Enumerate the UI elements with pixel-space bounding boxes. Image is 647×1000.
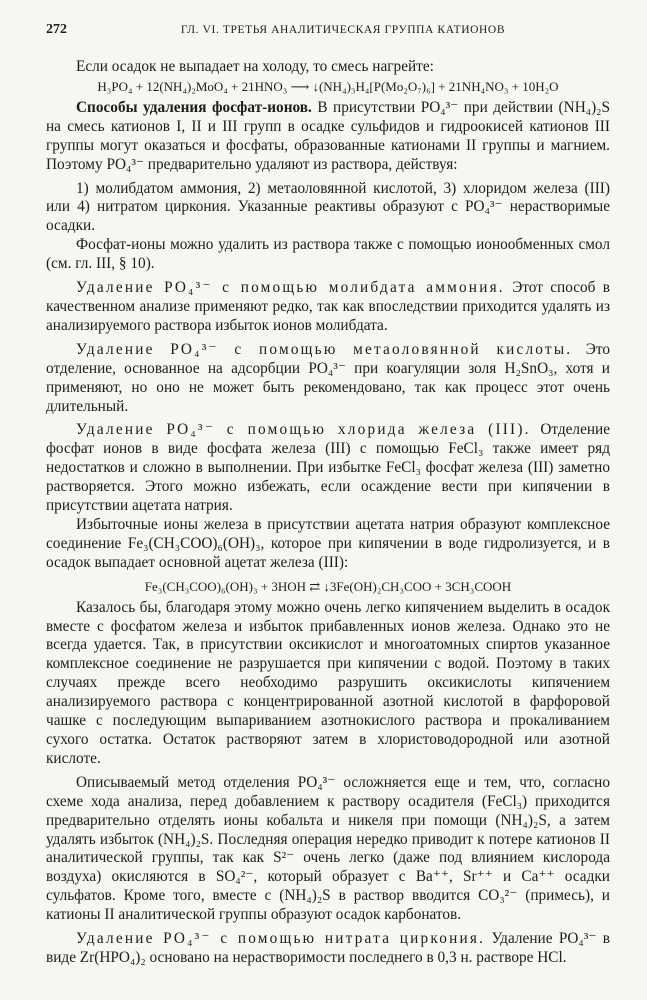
paragraph-excess-iron: Избыточные ионы железа в присутствии ацетата натрия образуют комплексное соединение Fe₃(CH₃COO)₆(OH)₃, которое при кипячении в воде гидролизуется, и в осадок выпадает основной ацетат железа (III):: [46, 515, 610, 571]
paragraph-complex: Казалось бы, благодаря этому можно очень легко кипячением выделить в осадок вместе с фосфатом железа и избыток прибавленных ионов железа. Однако это не всегда удается. Так, в присутствии оксикислот и многоатомных спиртов указанное комплексное соединение не разрушается при кипячении с водой. Поэтому в таких случаях прежде всего необходимо разрушить оксикислоты кипячением анализируемого раствора с концентрированной азотной кислотой в фарфоровой чашке с последующим выпариванием азотнокислого раствора и прокаливанием сухого остатка. Остаток растворяют затем в хлористоводородной или азотной кислоте.: [46, 598, 610, 767]
paragraph-described-method: Описываемый метод отделения PO₄³⁻ осложняется еще и тем, что, согласно схеме хода анализа, перед добавлением к раствору осадителя (FeCl₃) приходится предварительно отделять ионы кобальта и никеля при помощи (NH₄)₂S, а затем удалять избыток (NH₄)₂S. Последняя операция нередко приводит к потере катионов II аналитической группы, так как S²⁻ очень легко (даже под влиянием кислорода воздуха) окисляются в SO₄²⁻, который образует с Ba⁺⁺, Sr⁺⁺ и Ca⁺⁺ осадки сульфатов. Кроме того, вместе с (NH₄)₂S в раствор вводится CO₃²⁻ (примесь), и катионы II аналитической группы образуют осадок карбонатов.: [46, 773, 610, 924]
method-stannic-acid-title: Удаление PO₄³⁻ с помощью метаоловянной кислоты.: [76, 340, 573, 358]
equation-molybdate: H₃PO₄ + 12(NH₄)₂MoO₄ + 21HNO₃ ⟶ ↓(NH₄)₃H₄[P(Mo₂O₇)₆] + 21NH₄NO₃ + 10H₂O: [97, 78, 559, 94]
section-body: В присутствии PO₄³⁻ при действии (NH₄)₂S на смесь катионов I, II и III групп в осадке сульфидов и гидроокисей катионов III группы могут оказаться и фосфаты, образованные катионами II группы и магнием. Поэтому PO₄³⁻ предварительно удаляют из раствора, действуя:: [46, 98, 611, 173]
equation-hydrolysis: Fe₃(CH₃COO)₆(OH)₃ + 3HOH ⇄ ↓3Fe(OH)₂CH₃COO + 3CH₃COOH: [144, 578, 512, 594]
method-stannic-acid: [46, 341, 610, 417]
method-zirconium-title: Удаление PO₄³⁻ с помощью нитрата циркония.: [76, 930, 486, 948]
paragraph-methods: [46, 99, 610, 175]
method-ferric-chloride-title: Удаление PO₄³⁻ с помощью хлорида железа (III).: [76, 421, 531, 439]
page-header: [46, 22, 610, 42]
page-number: 272: [46, 22, 67, 37]
method-stannic-acid-body: Это отделение, основанное на адсорбции PO₄³⁻ при коагуляции золя H₂SnO₃, хотя и применяют, но оно не может быть рекомендовано, так как процесс этот очень длительный.: [46, 340, 610, 415]
method-ferric-chloride-body: Отделение фосфат ионов в виде фосфата железа (III) с помощью FeCl₃ также имеет ряд недостатков и сложно в выполнении. При избытке FeCl₃ фосфат железа (III) заметно растворяется. Этого можно избежать, если осаждение вести при кипячении в присутствии ацетата натрия.: [46, 421, 611, 515]
method-zirconium-body: Удаление PO₄³⁻ в виде Zr(HPO₄)₂ основано на нерастворимости последнего в 0,3 н. растворе HCl.: [46, 930, 610, 966]
page: [46, 22, 610, 968]
paragraph-ion-exchange: Фосфат-ионы можно удалить из раствора также с помощью ионообменных смол (см. гл. III, § 10).: [46, 236, 610, 273]
method-molybdate-title: Удаление PO₄³⁻ с помощью молибдата аммония.: [76, 279, 505, 297]
method-ferric-chloride: [46, 421, 610, 516]
paragraph-reagent-list: 1) молибдатом аммония, 2) метаоловянной кислотой, 3) хлоридом железа (III) или 4) нитратом циркония. Указанные реактивы образуют с PO₄³⁻ нерастворимые осадки.: [46, 179, 610, 235]
section-heading: Способы удаления фосфат-ионов.: [76, 98, 312, 116]
method-zirconium: [46, 930, 610, 968]
method-molybdate-body: Этот способ в качественном анализе применяют редко, так как впоследствии приходится удалять из анализируемого раствора избыток ионов молибдата.: [46, 279, 611, 334]
method-molybdate: [46, 279, 610, 336]
paragraph-heat: Если осадок не выпадает на холоду, то смесь нагрейте:: [76, 58, 434, 75]
running-title: ГЛ. VI. ТРЕТЬЯ АНАЛИТИЧЕСКАЯ ГРУППА КАТИОНОВ: [180, 24, 506, 36]
